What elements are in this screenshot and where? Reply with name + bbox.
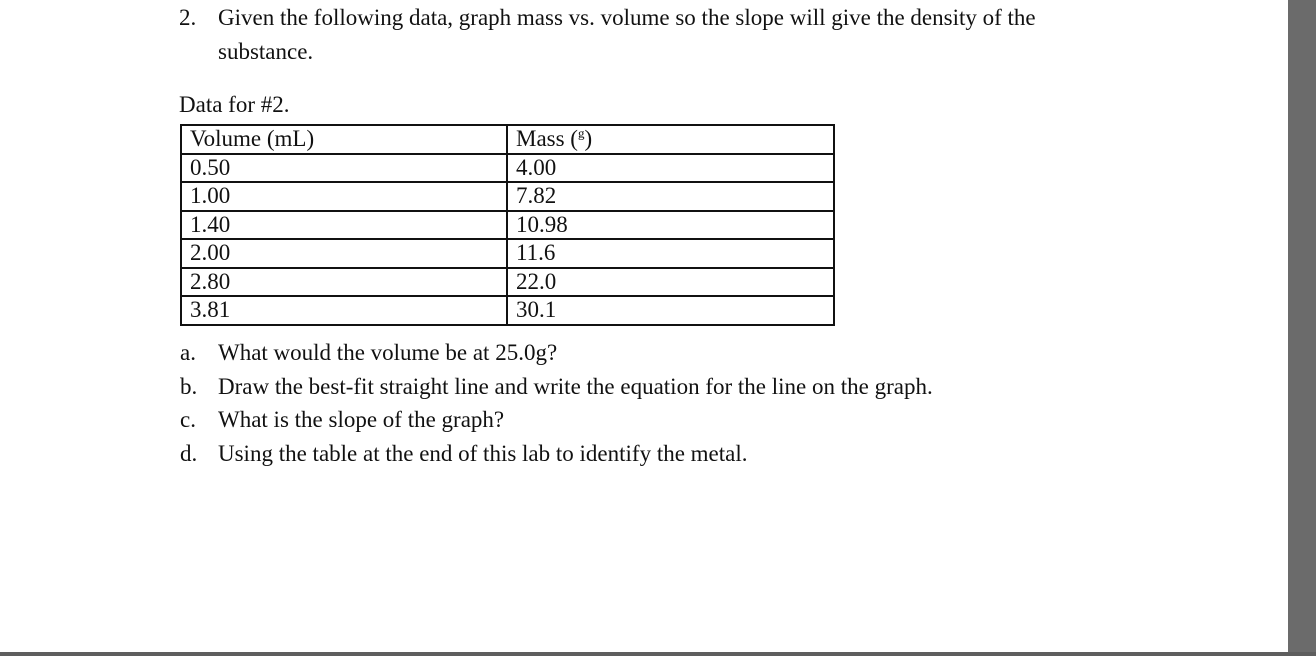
table-row bbox=[181, 239, 834, 268]
cell-mass: 4.00 bbox=[507, 154, 834, 183]
header-mass-close: ) bbox=[584, 126, 593, 152]
cell-mass: 7.82 bbox=[507, 182, 834, 211]
sub-question-text: Draw the best-fit straight line and write the equation for the line on the graph. bbox=[218, 374, 933, 399]
cell-volume: 1.40 bbox=[181, 211, 507, 240]
cell-volume: 1.00 bbox=[181, 182, 507, 211]
cell-volume: 2.80 bbox=[181, 268, 507, 297]
table-row bbox=[181, 268, 834, 297]
question-number: 2. bbox=[179, 5, 197, 30]
table-row bbox=[181, 211, 834, 240]
cell-mass: 10.98 bbox=[507, 211, 834, 240]
table-row bbox=[181, 154, 834, 183]
data-table bbox=[180, 124, 835, 326]
data-label: Data for #2. bbox=[179, 92, 290, 117]
header-volume: Volume (mL) bbox=[181, 125, 507, 154]
cell-volume: 2.00 bbox=[181, 239, 507, 268]
sub-question-letter: b. bbox=[180, 374, 198, 399]
window-bottom-edge bbox=[0, 652, 1316, 656]
header-mass-label: Mass ( bbox=[516, 126, 578, 152]
question-text-line-1: Given the following data, graph mass vs. volume so the slope will give the density of the bbox=[218, 5, 1036, 30]
header-mass-unit: g bbox=[577, 125, 585, 141]
table-row bbox=[181, 296, 834, 325]
cell-mass: 22.0 bbox=[507, 268, 834, 297]
sub-question-letter: a. bbox=[180, 340, 196, 365]
cell-mass: 11.6 bbox=[507, 239, 834, 268]
cell-volume: 0.50 bbox=[181, 154, 507, 183]
sub-question-letter: c. bbox=[180, 407, 196, 432]
sub-question-text: What would the volume be at 25.0g? bbox=[218, 340, 558, 365]
sub-question-letter: d. bbox=[180, 441, 198, 466]
header-mass bbox=[507, 125, 834, 154]
cell-volume: 3.81 bbox=[181, 296, 507, 325]
sub-question-text: What is the slope of the graph? bbox=[218, 407, 505, 432]
cell-mass: 30.1 bbox=[507, 296, 834, 325]
sub-question-text: Using the table at the end of this lab to identify the metal. bbox=[218, 441, 748, 466]
table-row bbox=[181, 182, 834, 211]
table-header-row bbox=[181, 125, 834, 154]
question-text-line-2: substance. bbox=[218, 39, 314, 64]
window-edge-scrollbar[interactable] bbox=[1288, 0, 1316, 656]
